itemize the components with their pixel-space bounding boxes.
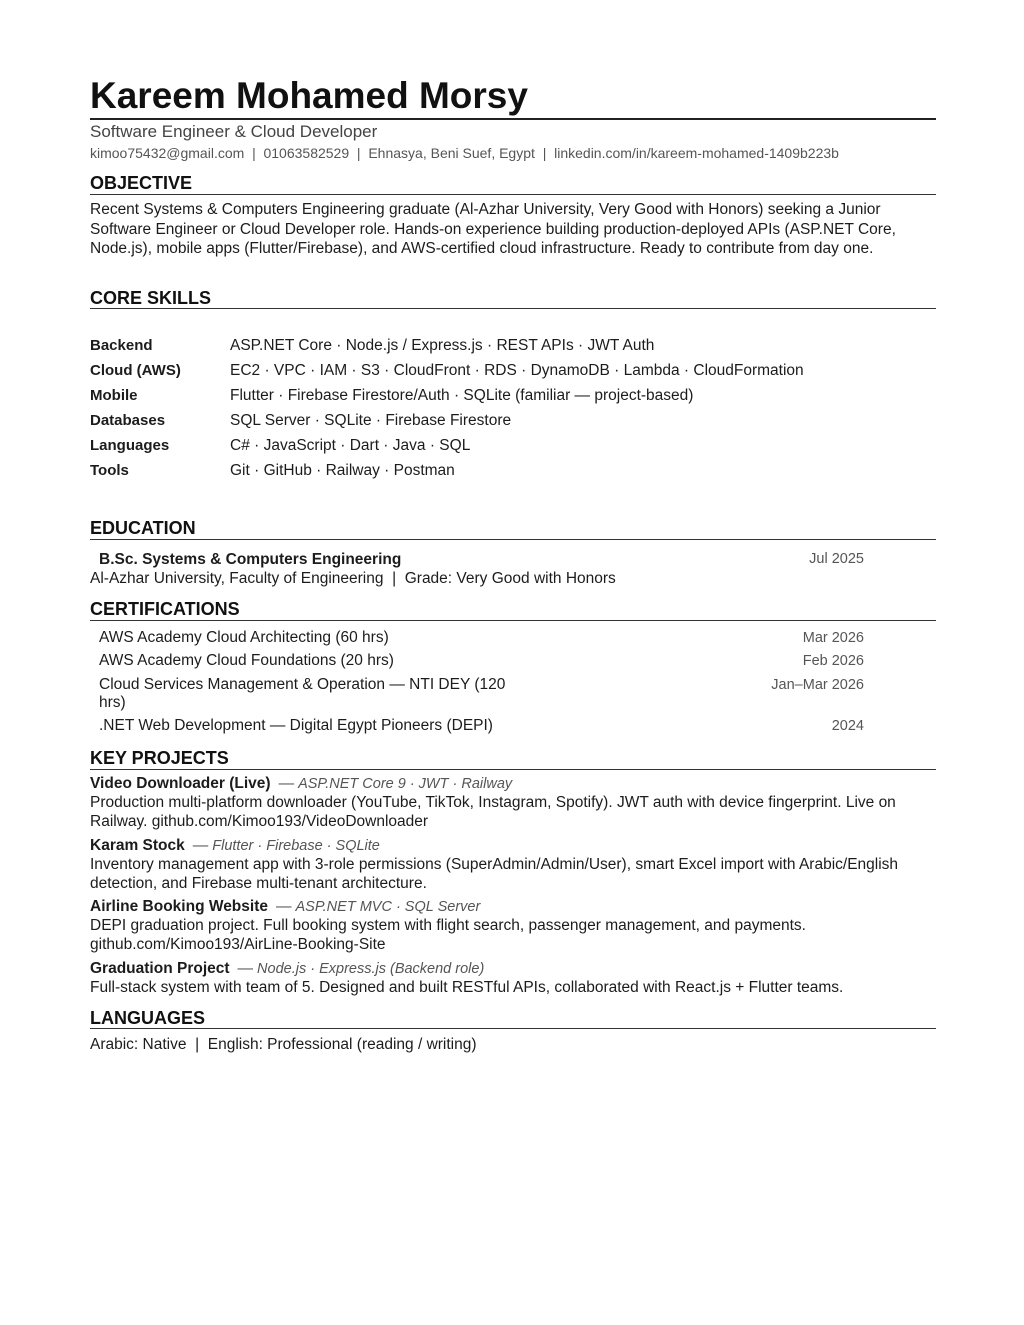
objective-text: Recent Systems & Computers Engineering graduate (Al-Azhar University, Very Good with Honors) seeking a Junior Software Engineer or Cloud Developer role. Hands-on experience building production-deployed APIs (ASP.NET Core, Node.js), mobile apps (Flutter/Firebase), and AWS-certified cloud infrastructure. Ready to contribute from day one. (90, 201, 896, 257)
contact-separator: | (252, 145, 256, 161)
contact-line (90, 145, 839, 162)
skill-label: Databases (90, 412, 166, 429)
certification-name: .NET Web Development — Digital Egypt Pioneers (DEPI) (99, 717, 493, 734)
objective-heading: OBJECTIVE (90, 173, 193, 193)
certification-name: AWS Academy Cloud Foundations (20 hrs) (99, 652, 394, 669)
contact-separator: | (356, 145, 361, 161)
skills-divider (90, 308, 936, 309)
project-description: DEPI graduation project. Full booking system with flight search, passenger management, and payments. github.com/Kimoo193/AirLine-Booking-Site (90, 917, 806, 953)
skill-label: Tools (90, 462, 129, 479)
project-dash: — (276, 898, 292, 915)
project-description: Production multi-platform downloader (YouTube, TikTok, Instagram, Spotify). JWT auth with device fingerprint. Live on Railway. github.com/Kimoo193/VideoDownloader (90, 794, 896, 830)
project-dash: — (237, 960, 254, 977)
skill-label: Backend (90, 337, 153, 354)
project-tech: Node.js · Express.js (Backend role) (257, 961, 485, 977)
projects-divider (90, 769, 936, 770)
contact-email: kimoo75432@gmail.com (90, 145, 245, 161)
languages-heading: LANGUAGES (90, 1008, 206, 1028)
certifications-heading: CERTIFICATIONS (90, 599, 240, 619)
skill-label: Languages (90, 437, 170, 454)
contact-separator: | (542, 145, 547, 161)
project-description: Full-stack system with team of 5. Designed and built RESTful APIs, collaborated with React.js + Flutter teams. (90, 979, 844, 996)
languages-text: Arabic: Native | English: Professional (reading / writing) (90, 1036, 477, 1053)
skill-label: Mobile (90, 387, 138, 404)
certification-name: Cloud Services Management & Operation — NTI DEY (120 (99, 676, 506, 693)
certification-name-continued: hrs) (99, 694, 126, 711)
contact-linkedin: linkedin.com/in/kareem-mohamed-1409b223b (554, 145, 839, 161)
project-header (90, 837, 380, 855)
languages-divider (90, 1028, 936, 1029)
project-title: Airline Booking Website (90, 898, 268, 915)
certification-date: Feb 2026 (802, 653, 864, 669)
candidate-title: Software Engineer & Cloud Developer (90, 122, 378, 141)
certification-name: AWS Academy Cloud Architecting (60 hrs) (99, 629, 389, 646)
education-divider (90, 539, 936, 540)
education-degree: B.Sc. Systems & Computers Engineering (99, 551, 402, 568)
education-date: Jul 2025 (809, 551, 864, 567)
skill-value: SQL Server · SQLite · Firebase Firestore (230, 412, 512, 429)
project-dash: — (192, 837, 209, 854)
project-tech: ASP.NET Core 9 · JWT · Railway (298, 776, 513, 792)
certification-date: Jan–Mar 2026 (771, 677, 864, 693)
skills-heading: CORE SKILLS (90, 288, 212, 308)
certification-date: Mar 2026 (802, 630, 864, 646)
header-divider (90, 118, 936, 120)
project-header (90, 898, 480, 916)
certification-date: 2024 (831, 718, 864, 734)
candidate-name: Kareem Mohamed Morsy (90, 75, 528, 116)
education-detail: Al-Azhar University, Faculty of Engineering | Grade: Very Good with Honors (90, 570, 616, 587)
project-title: Video Downloader (Live) (90, 775, 271, 792)
skill-value: Flutter · Firebase Firestore/Auth · SQLite (familiar — project-based) (230, 387, 694, 404)
skill-value: EC2 · VPC · IAM · S3 · CloudFront · RDS · DynamoDB · Lambda · CloudFormation (230, 362, 804, 379)
contact-location: Ehnasya, Beni Suef, Egypt (368, 145, 535, 161)
skill-value: C# · JavaScript · Dart · Java · SQL (230, 437, 471, 454)
project-description: Inventory management app with 3-role permissions (SuperAdmin/Admin/User), smart Excel import with Arabic/English detection, and Firebase multi-tenant architecture. (90, 856, 899, 892)
project-header (90, 775, 512, 793)
certifications-divider (90, 620, 936, 621)
projects-heading: KEY PROJECTS (90, 748, 229, 768)
skill-value: ASP.NET Core · Node.js / Express.js · REST APIs · JWT Auth (230, 337, 655, 354)
project-title: Graduation Project (90, 960, 230, 977)
project-header (90, 960, 484, 978)
project-tech: ASP.NET MVC · SQL Server (295, 899, 481, 915)
education-heading: EDUCATION (90, 518, 196, 538)
project-tech: Flutter · Firebase · SQLite (212, 838, 380, 854)
skill-value: Git · GitHub · Railway · Postman (230, 462, 455, 479)
project-title: Karam Stock (90, 837, 185, 854)
skill-label: Cloud (AWS) (90, 362, 181, 379)
project-dash: — (278, 775, 295, 792)
contact-phone: 01063582529 (263, 145, 350, 161)
objective-divider (90, 194, 936, 195)
